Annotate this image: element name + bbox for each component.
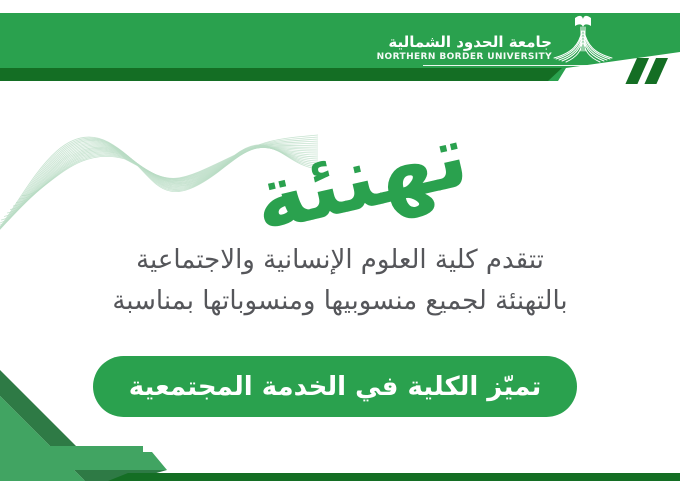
university-logo-text	[377, 33, 552, 64]
congratulation-message	[0, 240, 680, 322]
university-name-english: NORTHERN BORDER UNIVERSITY	[376, 52, 552, 62]
university-emblem-icon	[552, 13, 614, 69]
university-name-arabic: جامعة الحدود الشمالية	[388, 33, 552, 51]
message-line-2: بالتهنئة لجميع منسوبيها ومنسوباتها بمناسبة	[112, 286, 568, 316]
occasion-highlight-label: تميّز الكلية في الخدمة المجتمعية	[128, 371, 542, 402]
calligraphy-title: تهنئة	[242, 102, 477, 253]
footer-ribbon-decoration	[0, 360, 680, 481]
message-line-1: تتقدم كلية العلوم الإنسانية والاجتماعية	[136, 245, 544, 275]
